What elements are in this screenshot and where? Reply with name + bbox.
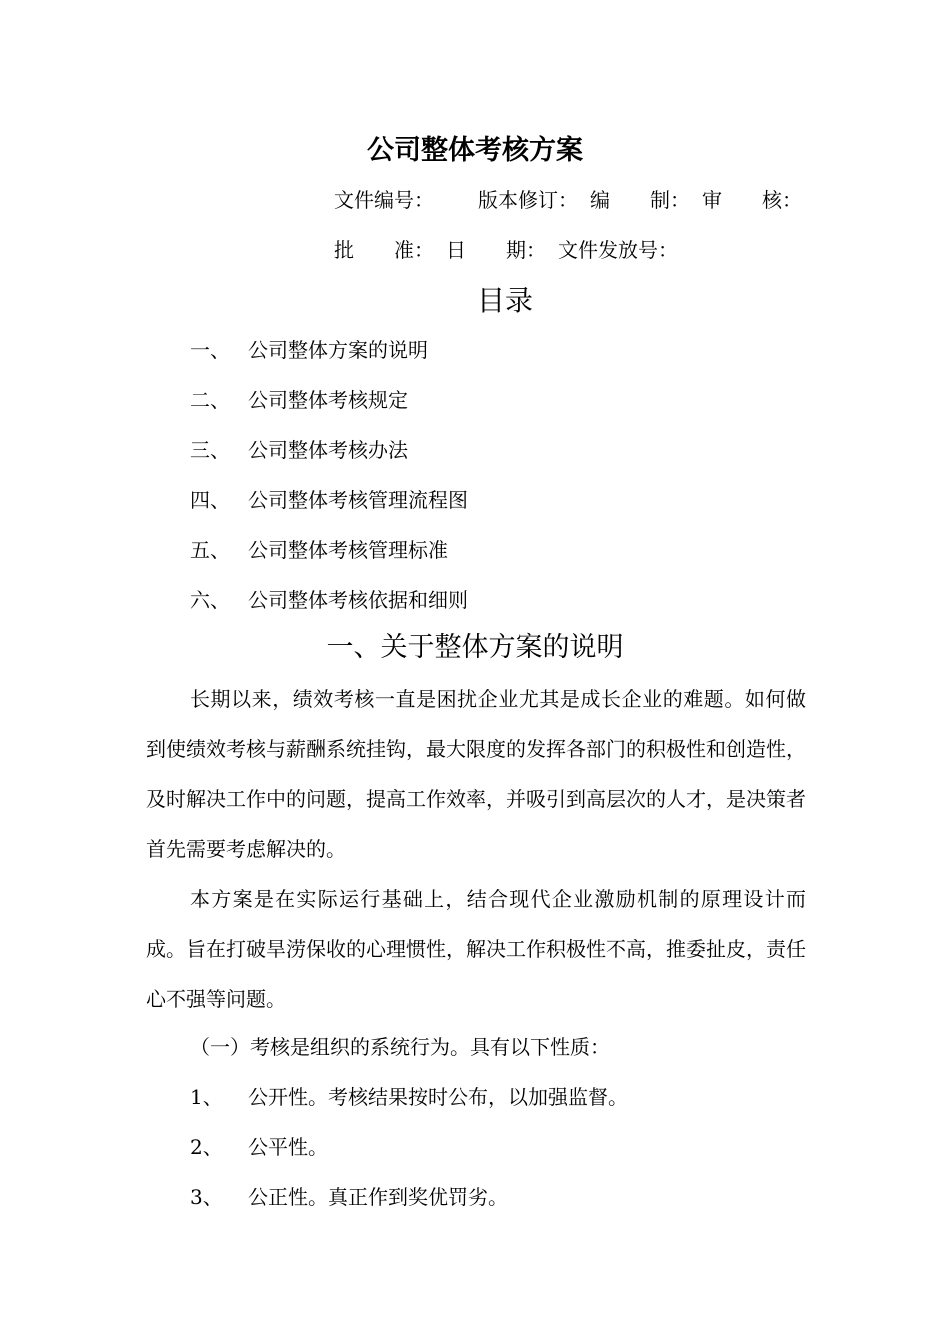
subsection-heading: （一）考核是组织的系统行为。具有以下性质： — [190, 1035, 610, 1059]
toc-item-text: 公司整体考核管理流程图 — [248, 488, 468, 512]
compiled-label: 编 制： — [590, 188, 690, 212]
document-title: 公司整体考核方案 — [367, 135, 583, 166]
version-label: 版本修订： — [478, 188, 578, 212]
toc-item-text: 公司整体考核依据和细则 — [248, 588, 468, 612]
list-item-text: 公平性。 — [248, 1135, 328, 1159]
list-item-number: 1、 — [190, 1085, 223, 1109]
section-heading: 一、关于整体方案的说明 — [326, 632, 624, 663]
issue-no-label: 文件发放号： — [558, 238, 678, 262]
toc-item-number: 三、 — [190, 438, 230, 462]
toc-heading: 目录 — [476, 284, 533, 317]
toc-item-number: 四、 — [190, 488, 230, 512]
toc-item-number: 二、 — [190, 388, 230, 412]
date-label: 日 期： — [446, 238, 546, 262]
body-paragraph: 本方案是在实际运行基础上，结合现代企业激励机制的原理设计而成。旨在打破旱涝保收的心理惯性，解决工作积极性不高，推委扯皮，责任心不强等问题。 — [146, 887, 806, 1011]
toc-item-text: 公司整体考核办法 — [248, 438, 408, 462]
file-no-label: 文件编号： — [334, 188, 434, 212]
list-item-text: 公开性。考核结果按时公布，以加强监督。 — [248, 1085, 628, 1109]
toc-item-number: 五、 — [190, 538, 230, 562]
list-item-text: 公正性。真正作到奖优罚劣。 — [248, 1185, 508, 1209]
toc-item-text: 公司整体考核规定 — [248, 388, 408, 412]
toc-item-text: 公司整体方案的说明 — [248, 338, 428, 362]
list-item-number: 2、 — [190, 1135, 223, 1159]
approve-label: 批 准： — [334, 238, 434, 262]
body-paragraph: 长期以来，绩效考核一直是困扰企业尤其是成长企业的难题。如何做到使绩效考核与薪酬系统挂钩，最大限度的发挥各部门的积极性和创造性，及时解决工作中的问题，提高工作效率，并吸引到高层次的人才，是决策者首先需要考虑解决的。 — [146, 687, 806, 861]
list-item-number: 3、 — [190, 1185, 223, 1209]
toc-item-number: 六、 — [190, 588, 230, 612]
review-label: 审 核： — [702, 188, 802, 212]
toc-item-number: 一、 — [190, 338, 230, 362]
toc-item-text: 公司整体考核管理标准 — [248, 538, 448, 562]
